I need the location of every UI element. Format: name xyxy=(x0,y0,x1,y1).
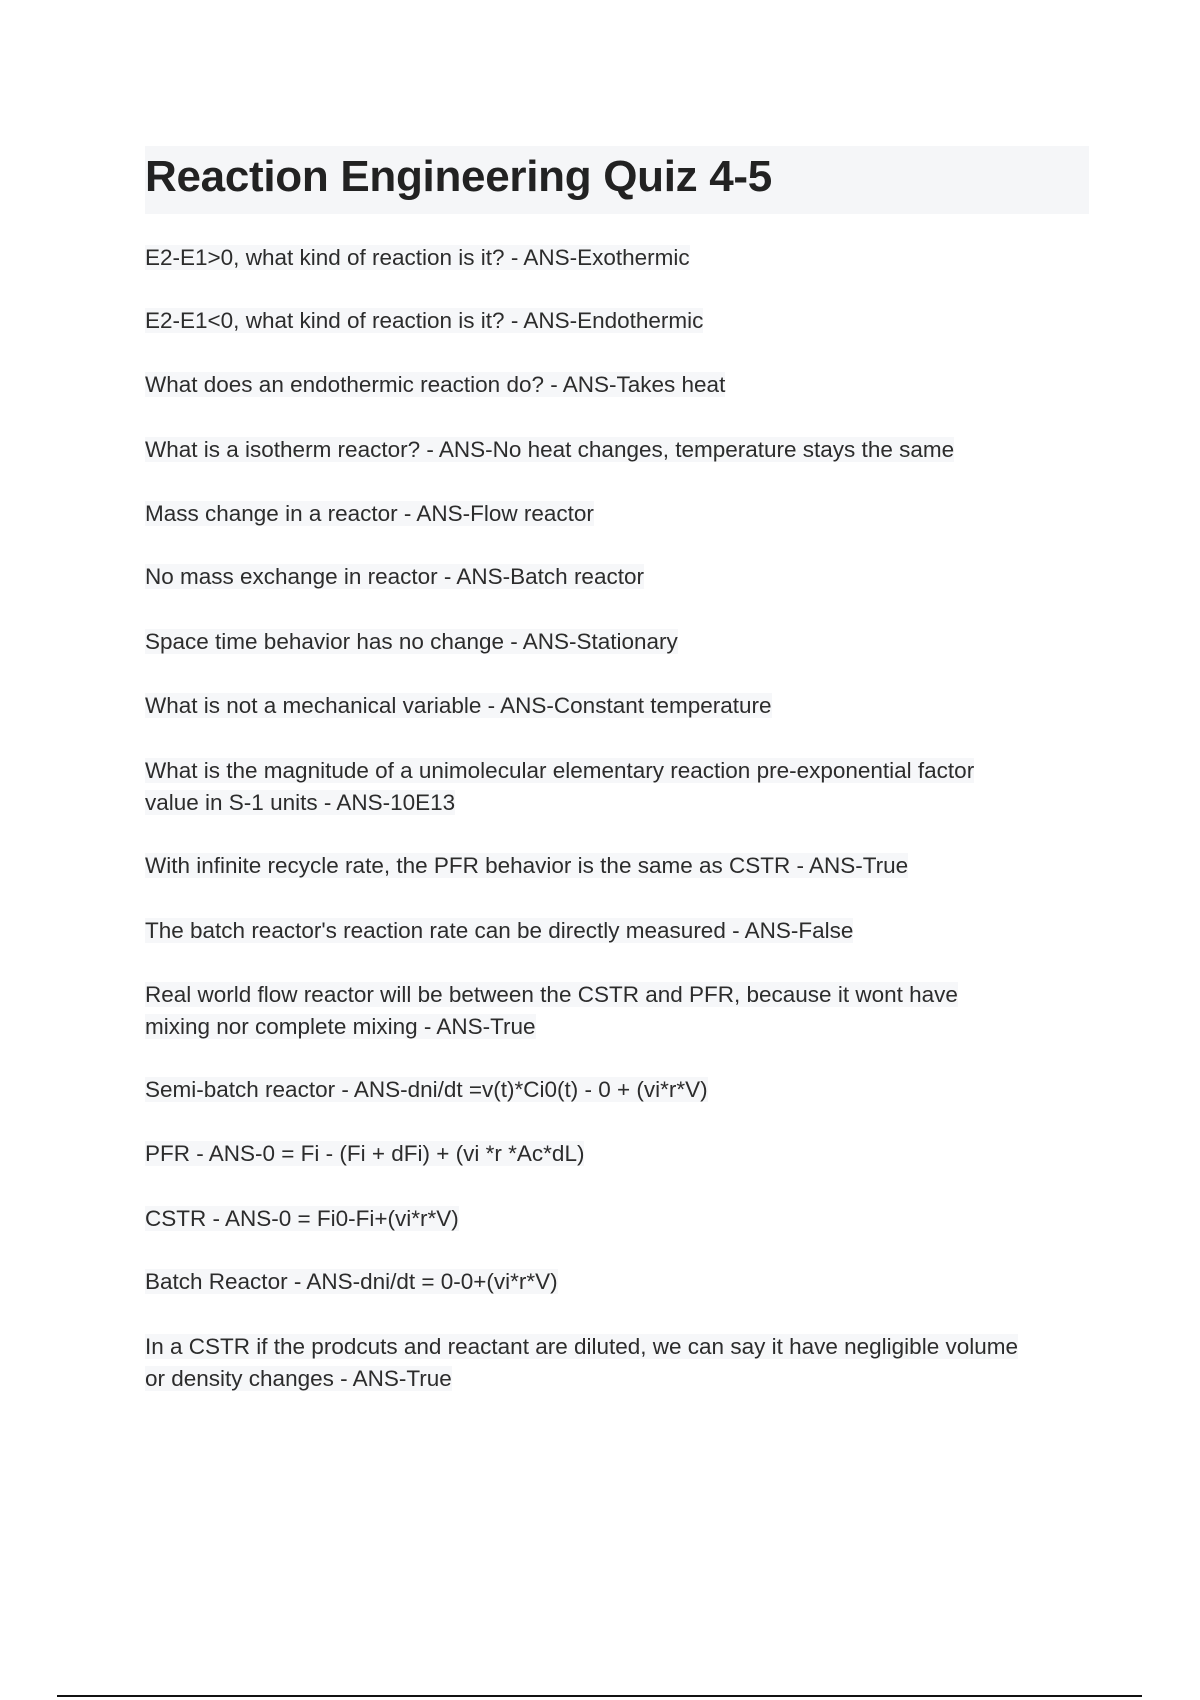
qa-item: The batch reactor's reaction rate can be directly measured - ANS-False xyxy=(145,918,854,943)
qa-item: Semi-batch reactor - ANS-dni/dt =v(t)*Ci0(t) - 0 + (vi*r*V) xyxy=(145,1077,708,1102)
page-title-band xyxy=(145,146,1089,214)
qa-item: What is a isotherm reactor? - ANS-No heat changes, temperature stays the same xyxy=(145,437,955,462)
qa-item: Mass change in a reactor - ANS-Flow reactor xyxy=(145,501,594,526)
footer-divider xyxy=(57,1695,1142,1697)
qa-item: E2-E1>0, what kind of reaction is it? - ANS-Exothermic xyxy=(145,245,690,270)
qa-item: CSTR - ANS-0 = Fi0-Fi+(vi*r*V) xyxy=(145,1206,459,1231)
qa-item: Real world flow reactor will be between the CSTR and PFR, because it wont have mixing nor complete mixing - ANS-True xyxy=(145,982,958,1039)
qa-item: PFR - ANS-0 = Fi - (Fi + dFi) + (vi *r *Ac*dL) xyxy=(145,1141,585,1166)
qa-item: What is not a mechanical variable - ANS-Constant temperature xyxy=(145,693,772,718)
qa-item: With infinite recycle rate, the PFR behavior is the same as CSTR - ANS-True xyxy=(145,853,909,878)
qa-item: No mass exchange in reactor - ANS-Batch reactor xyxy=(145,564,644,589)
qa-item: Batch Reactor - ANS-dni/dt = 0-0+(vi*r*V) xyxy=(145,1269,558,1294)
qa-item: In a CSTR if the prodcuts and reactant are diluted, we can say it have negligible volume or density changes - ANS-True xyxy=(145,1334,1018,1391)
qa-item: Space time behavior has no change - ANS-Stationary xyxy=(145,629,678,654)
qa-item: What is the magnitude of a unimolecular elementary reaction pre-exponential factor value in S-1 units - ANS-10E13 xyxy=(145,758,975,815)
qa-item: What does an endothermic reaction do? - ANS-Takes heat xyxy=(145,372,726,397)
qa-item: E2-E1<0, what kind of reaction is it? - ANS-Endothermic xyxy=(145,308,704,333)
page-title: Reaction Engineering Quiz 4-5 xyxy=(145,152,772,201)
